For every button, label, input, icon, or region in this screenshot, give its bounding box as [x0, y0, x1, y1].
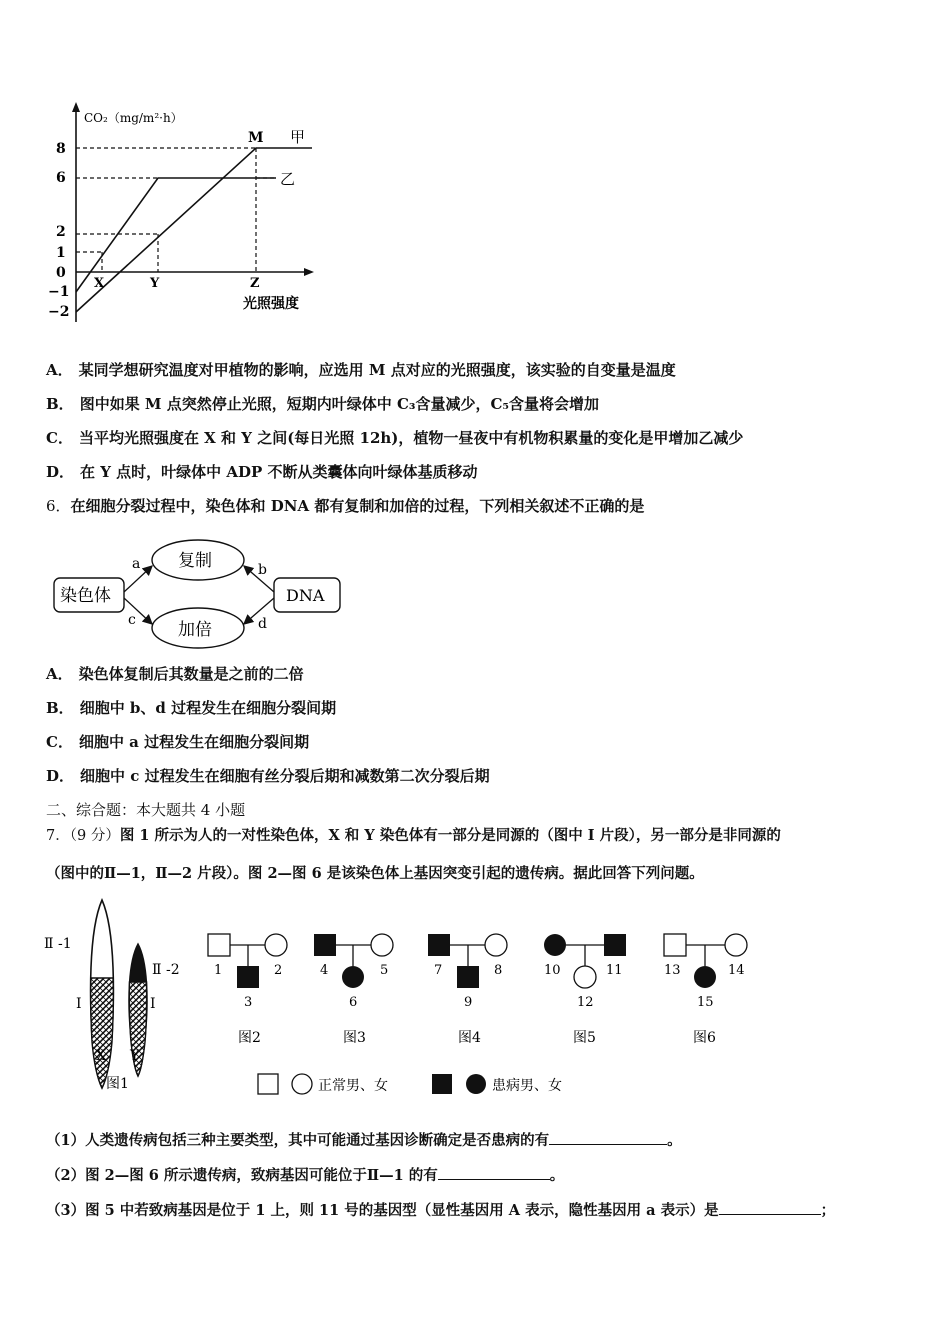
q5-option-c: C． 当平均光照强度在 X 和 Y 之间(每日光照 12h)，植物一昼夜中有机物积累量的变化是甲增加乙减少: [46, 429, 744, 447]
y-axis-label: CO₂（mg/m²·h）: [84, 111, 183, 125]
svg-text:2: 2: [274, 963, 283, 978]
x-axis-arrow: [304, 268, 314, 276]
arrow-label-a: a: [132, 556, 141, 572]
q7-stem-line1: 7．（9 分）图 1 所示为人的一对性染色体，X 和 Y 染色体有一部分是同源的（图中 Ⅰ 片段），另一部分是非同源的: [46, 827, 781, 844]
q7-sub3: （3）图 5 中若致病基因是位于 1 上，则 11 号的基因型（显性基因用 A 表示，隐性基因用 a 表示）是 ；: [46, 1202, 836, 1219]
y-tick: 0: [56, 265, 66, 281]
curve-jia: [76, 148, 312, 312]
q7-stem-line2: （图中的Ⅱ—1，Ⅱ—2 片段）。图 2—图 6 是该染色体上基因突变引起的遗传病。据此回答下列问题。: [46, 865, 704, 882]
y-tick: 1: [56, 245, 66, 261]
pedigree-fig2: [208, 934, 287, 1046]
x-tick: Z: [250, 276, 260, 291]
q6-option-c: C． 细胞中 a 过程发生在细胞分裂间期: [46, 733, 310, 751]
segment-ii2-label: Ⅱ -2: [152, 962, 180, 978]
pedigree-fig6: [664, 934, 747, 1046]
pedigree-fig3: [314, 934, 393, 1046]
svg-text:13: 13: [664, 963, 681, 978]
x-tick: Y: [150, 276, 160, 291]
co2-light-graph: [40, 100, 330, 330]
q5-option-d: D． 在 Y 点时，叶绿体中 ADP 不断从类囊体向叶绿体基质移动: [46, 463, 478, 481]
segment-ii1-label: Ⅱ -1: [44, 936, 72, 952]
fig5-caption: 图5: [573, 1030, 596, 1046]
section-heading: 二、综合题：本大题共 4 小题: [46, 801, 246, 819]
arrow-label-d: d: [258, 616, 267, 632]
q5-option-b: B． 图中如果 M 点突然停止光照，短期内叶绿体中 C₃含量减少，C₅含量将会增加: [46, 395, 599, 413]
svg-text:9: 9: [464, 995, 473, 1010]
q6-option-b: B． 细胞中 b、d 过程发生在细胞分裂间期: [46, 699, 337, 717]
y-tick: −2: [48, 304, 70, 320]
answer-blank-2[interactable]: [438, 1165, 550, 1180]
answer-blank-3[interactable]: [719, 1200, 821, 1215]
replication-label: 复制: [178, 551, 212, 571]
sex-chromosome-pedigree-figure: [40, 892, 780, 1108]
y-tick: 6: [56, 170, 66, 186]
svg-text:11: 11: [606, 963, 623, 978]
svg-text:5: 5: [380, 963, 389, 978]
svg-text:4: 4: [320, 963, 329, 978]
fig4-caption: 图4: [458, 1030, 481, 1046]
q7-sub1: （1）人类遗传病包括三种主要类型，其中可能通过基因诊断确定是否患病的有 。: [46, 1132, 682, 1149]
q5-option-a: A． 某同学想研究温度对甲植物的影响，应选用 M 点对应的光照强度，该实验的自变量是温度: [46, 361, 676, 379]
dna-label: DNA: [286, 586, 325, 605]
legend-affected-label: 患病男、女: [492, 1078, 562, 1094]
chromosome-x-label: X: [96, 1048, 106, 1064]
chromosome-dna-diagram: [50, 536, 350, 654]
x-axis-label: 光照强度: [243, 296, 299, 312]
y-tick: −1: [48, 284, 70, 300]
arrow-label-c: c: [128, 612, 136, 628]
fig3-caption: 图3: [343, 1030, 366, 1046]
answer-blank-1[interactable]: [549, 1130, 667, 1145]
pedigree-legend: [258, 1074, 562, 1094]
y-axis-arrow: [72, 102, 80, 112]
segment-i-label-x: Ⅰ: [76, 996, 82, 1012]
svg-text:3: 3: [244, 995, 253, 1010]
curve-yi-label: 乙: [280, 170, 296, 188]
segment-i-label-y: Ⅰ: [150, 996, 156, 1012]
svg-text:14: 14: [728, 963, 745, 978]
y-tick: 2: [56, 224, 66, 240]
y-tick: 8: [56, 141, 66, 157]
legend-normal-label: 正常男、女: [318, 1078, 388, 1094]
chromosome-label: 染色体: [60, 586, 111, 606]
chromosome-y-label: Y: [130, 1048, 140, 1064]
curve-jia-label: 甲: [290, 128, 306, 146]
pedigree-fig5: [544, 934, 626, 1046]
point-m-label: M: [248, 130, 264, 146]
pedigree-fig4: [428, 934, 507, 1046]
fig1-caption: 图1: [106, 1076, 129, 1092]
fig6-caption: 图6: [693, 1030, 716, 1046]
svg-text:1: 1: [214, 963, 223, 978]
doubling-label: 加倍: [178, 620, 212, 640]
svg-text:12: 12: [577, 995, 594, 1010]
q7-sub2: （2）图 2—图 6 所示遗传病，致病基因可能位于Ⅱ—1 的有 。: [46, 1167, 565, 1184]
svg-text:15: 15: [697, 995, 714, 1010]
q6-option-d: D． 细胞中 c 过程发生在细胞有丝分裂后期和减数第二次分裂后期: [46, 767, 490, 785]
q6-option-a: A． 染色体复制后其数量是之前的二倍: [46, 665, 304, 683]
svg-text:7: 7: [434, 963, 443, 978]
curve-yi: [76, 178, 276, 292]
q6-stem: 6．在细胞分裂过程中，染色体和 DNA 都有复制和加倍的过程，下列相关叙述不正确的是: [46, 497, 645, 515]
fig2-caption: 图2: [238, 1030, 261, 1046]
svg-text:8: 8: [494, 963, 503, 978]
svg-text:6: 6: [349, 995, 358, 1010]
x-tick: X: [94, 276, 105, 291]
arrow-label-b: b: [258, 562, 267, 578]
svg-text:10: 10: [544, 963, 561, 978]
